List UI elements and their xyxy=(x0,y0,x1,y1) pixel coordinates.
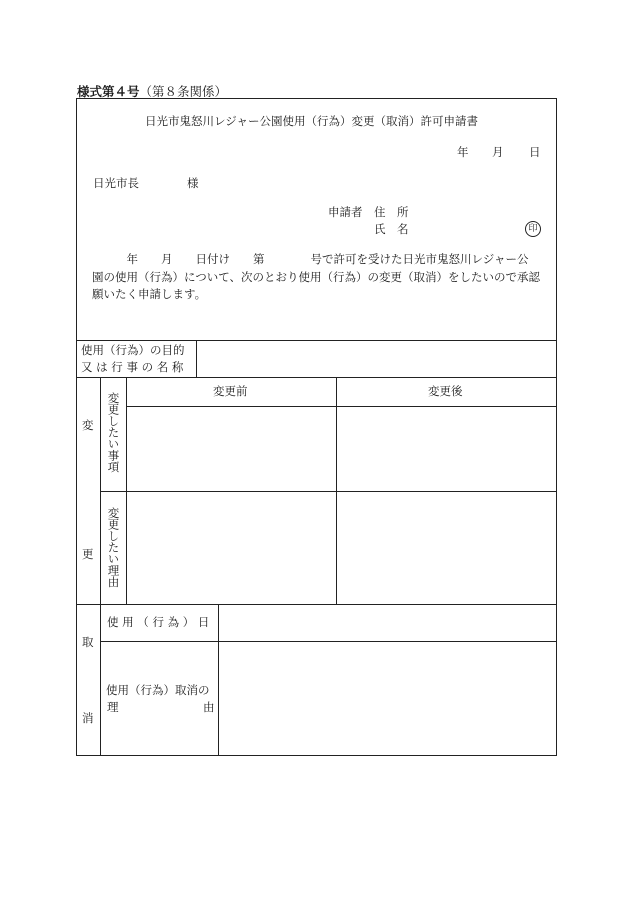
divider-intro xyxy=(76,340,557,341)
seal-mark: 印 xyxy=(525,221,541,237)
divider-before-after xyxy=(336,377,337,604)
applicant-label: 申請者 xyxy=(328,205,363,219)
change-after-header: 変更後 xyxy=(428,384,463,398)
divider-change-label xyxy=(126,377,127,604)
divider-purpose xyxy=(76,377,557,378)
cancel-section-label-bottom: 消 xyxy=(82,711,94,725)
addressee-name: 日光市長 xyxy=(93,176,139,190)
divider-change-items xyxy=(100,491,557,492)
addressee-suffix: 様 xyxy=(187,176,199,190)
change-section-label-bottom: 更 xyxy=(82,547,94,561)
cancel-reason-field[interactable] xyxy=(220,643,555,754)
request-line-1: 年 月 日付け 第 号で許可を受けた日光市鬼怒川レジャー公 xyxy=(92,252,529,266)
divider-purpose-label xyxy=(196,340,197,377)
cancel-date-field[interactable] xyxy=(220,606,555,639)
divider-cancel-label xyxy=(218,604,219,756)
date-year: 年 xyxy=(457,145,469,159)
purpose-label-line2: 又 は 行 事 の 名 称 xyxy=(81,360,184,374)
form-article-reference: （第８条関係） xyxy=(139,84,228,99)
change-before-header: 変更前 xyxy=(213,384,248,398)
divider-cancel-date xyxy=(100,641,557,642)
date-day: 日 xyxy=(529,145,541,159)
change-items-after-field[interactable] xyxy=(338,408,555,489)
applicant-address-label: 住 所 xyxy=(374,205,409,219)
cancel-date-label: 使 用 （ 行 為 ） 日 xyxy=(107,615,210,629)
change-section-label-top: 変 xyxy=(82,418,94,432)
change-reason-after-field[interactable] xyxy=(338,493,555,602)
request-line-2: 園の使用（行為）について、次のとおり使用（行為）の変更（取消）をしたいので承認 xyxy=(92,269,541,284)
change-items-label: 変更したい事項 xyxy=(106,392,121,473)
form-number: 様式第４号 xyxy=(77,84,140,99)
change-reason-before-field[interactable] xyxy=(128,493,334,602)
cancel-reason-label-line1: 使用（行為）取消の xyxy=(106,683,210,697)
date-month: 月 xyxy=(492,145,504,159)
request-line-3: 願いたく申請します。 xyxy=(92,287,207,301)
divider-section-label xyxy=(100,377,101,756)
applicant-name-label: 氏 名 xyxy=(374,222,409,236)
cancel-reason-label-yu: 由 xyxy=(203,700,215,714)
request-paragraph xyxy=(92,251,554,304)
divider-change-header xyxy=(126,406,557,407)
change-items-before-field[interactable] xyxy=(128,408,334,489)
purpose-label-line1: 使用（行為）の目的 xyxy=(81,343,185,357)
change-reason-label: 変更したい理由 xyxy=(106,507,121,588)
divider-change-section xyxy=(76,604,557,605)
form-title: 日光市鬼怒川レジャー公園使用（行為）変更（取消）許可申請書 xyxy=(145,114,478,128)
cancel-reason-label-ri: 理 xyxy=(107,700,119,714)
cancel-section-label-top: 取 xyxy=(82,635,94,649)
